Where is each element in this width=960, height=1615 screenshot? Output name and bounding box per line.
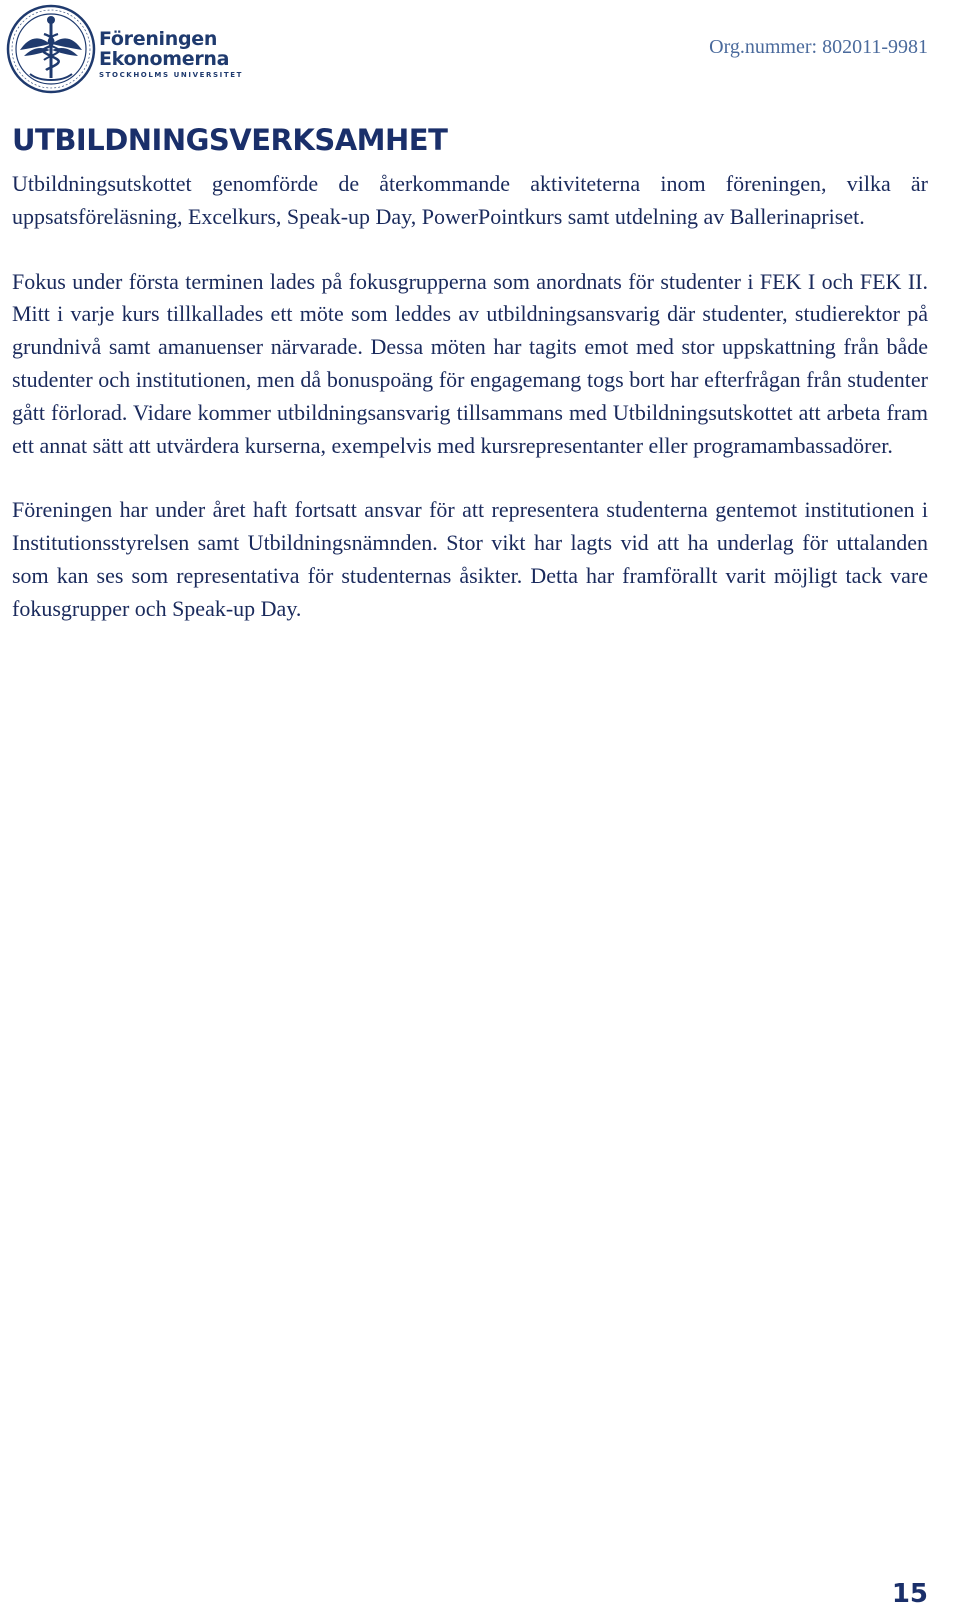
foreningen-ekonomerna-logo — [6, 4, 96, 94]
logo-line-1: Föreningen — [99, 28, 218, 50]
logo-wordmark — [99, 30, 243, 79]
paragraph-2: Fokus under första terminen lades på fokusgrupperna som anordnats för studenter i FEK I och FEK II. Mitt i varje kurs tillkallades ett möte som leddes av utbildningsansvarig där studenter, studierektor på grundnivå samt amanuenser närvarade. Dessa möten har tagits emot med stor uppskattning från både studenter och institutionen, men då bonuspoäng för engagemang togs bort har efterfrågan från studenter gått förlorad. Vidare kommer utbildningsansvarig tillsammans med Utbildningsutskottet att arbeta fram ett annat sätt att utvärdera kurserna, exempelvis med kursrepresentanter eller programambassadörer. — [12, 268, 928, 458]
seal-icon — [6, 4, 96, 94]
logo-line-2: Ekonomerna — [99, 48, 230, 70]
section-content — [12, 118, 928, 658]
page-header — [0, 0, 960, 100]
logo-line-3: STOCKHOLMS UNIVERSITET — [99, 71, 243, 79]
paragraph-3: Föreningen har under året haft fortsatt ansvar för att representera studenterna gentemot institutionen i Institutionsstyrelsen samt Utbildningsnämnden. Stor vikt har lagts vid att ha underlag för uttalanden som kan ses som representativa för studenternas åsikter. Detta har framförallt varit möjligt tack vare fokusgrupper och Speak-up Day. — [12, 497, 928, 621]
section-title: UTBILDNINGSVERKSAMHET — [12, 123, 448, 157]
org-number: Org.nummer: 802011-9981 — [709, 36, 928, 58]
page-number: 15 — [891, 1579, 928, 1609]
paragraph-1: Utbildningsutskottet genomförde de återkommande aktiviteterna inom föreningen, vilka är uppsatsföreläsning, Excelkurs, Speak-up Day, PowerPointkurs samt utdelning av Ballerinapriset. — [12, 171, 928, 229]
